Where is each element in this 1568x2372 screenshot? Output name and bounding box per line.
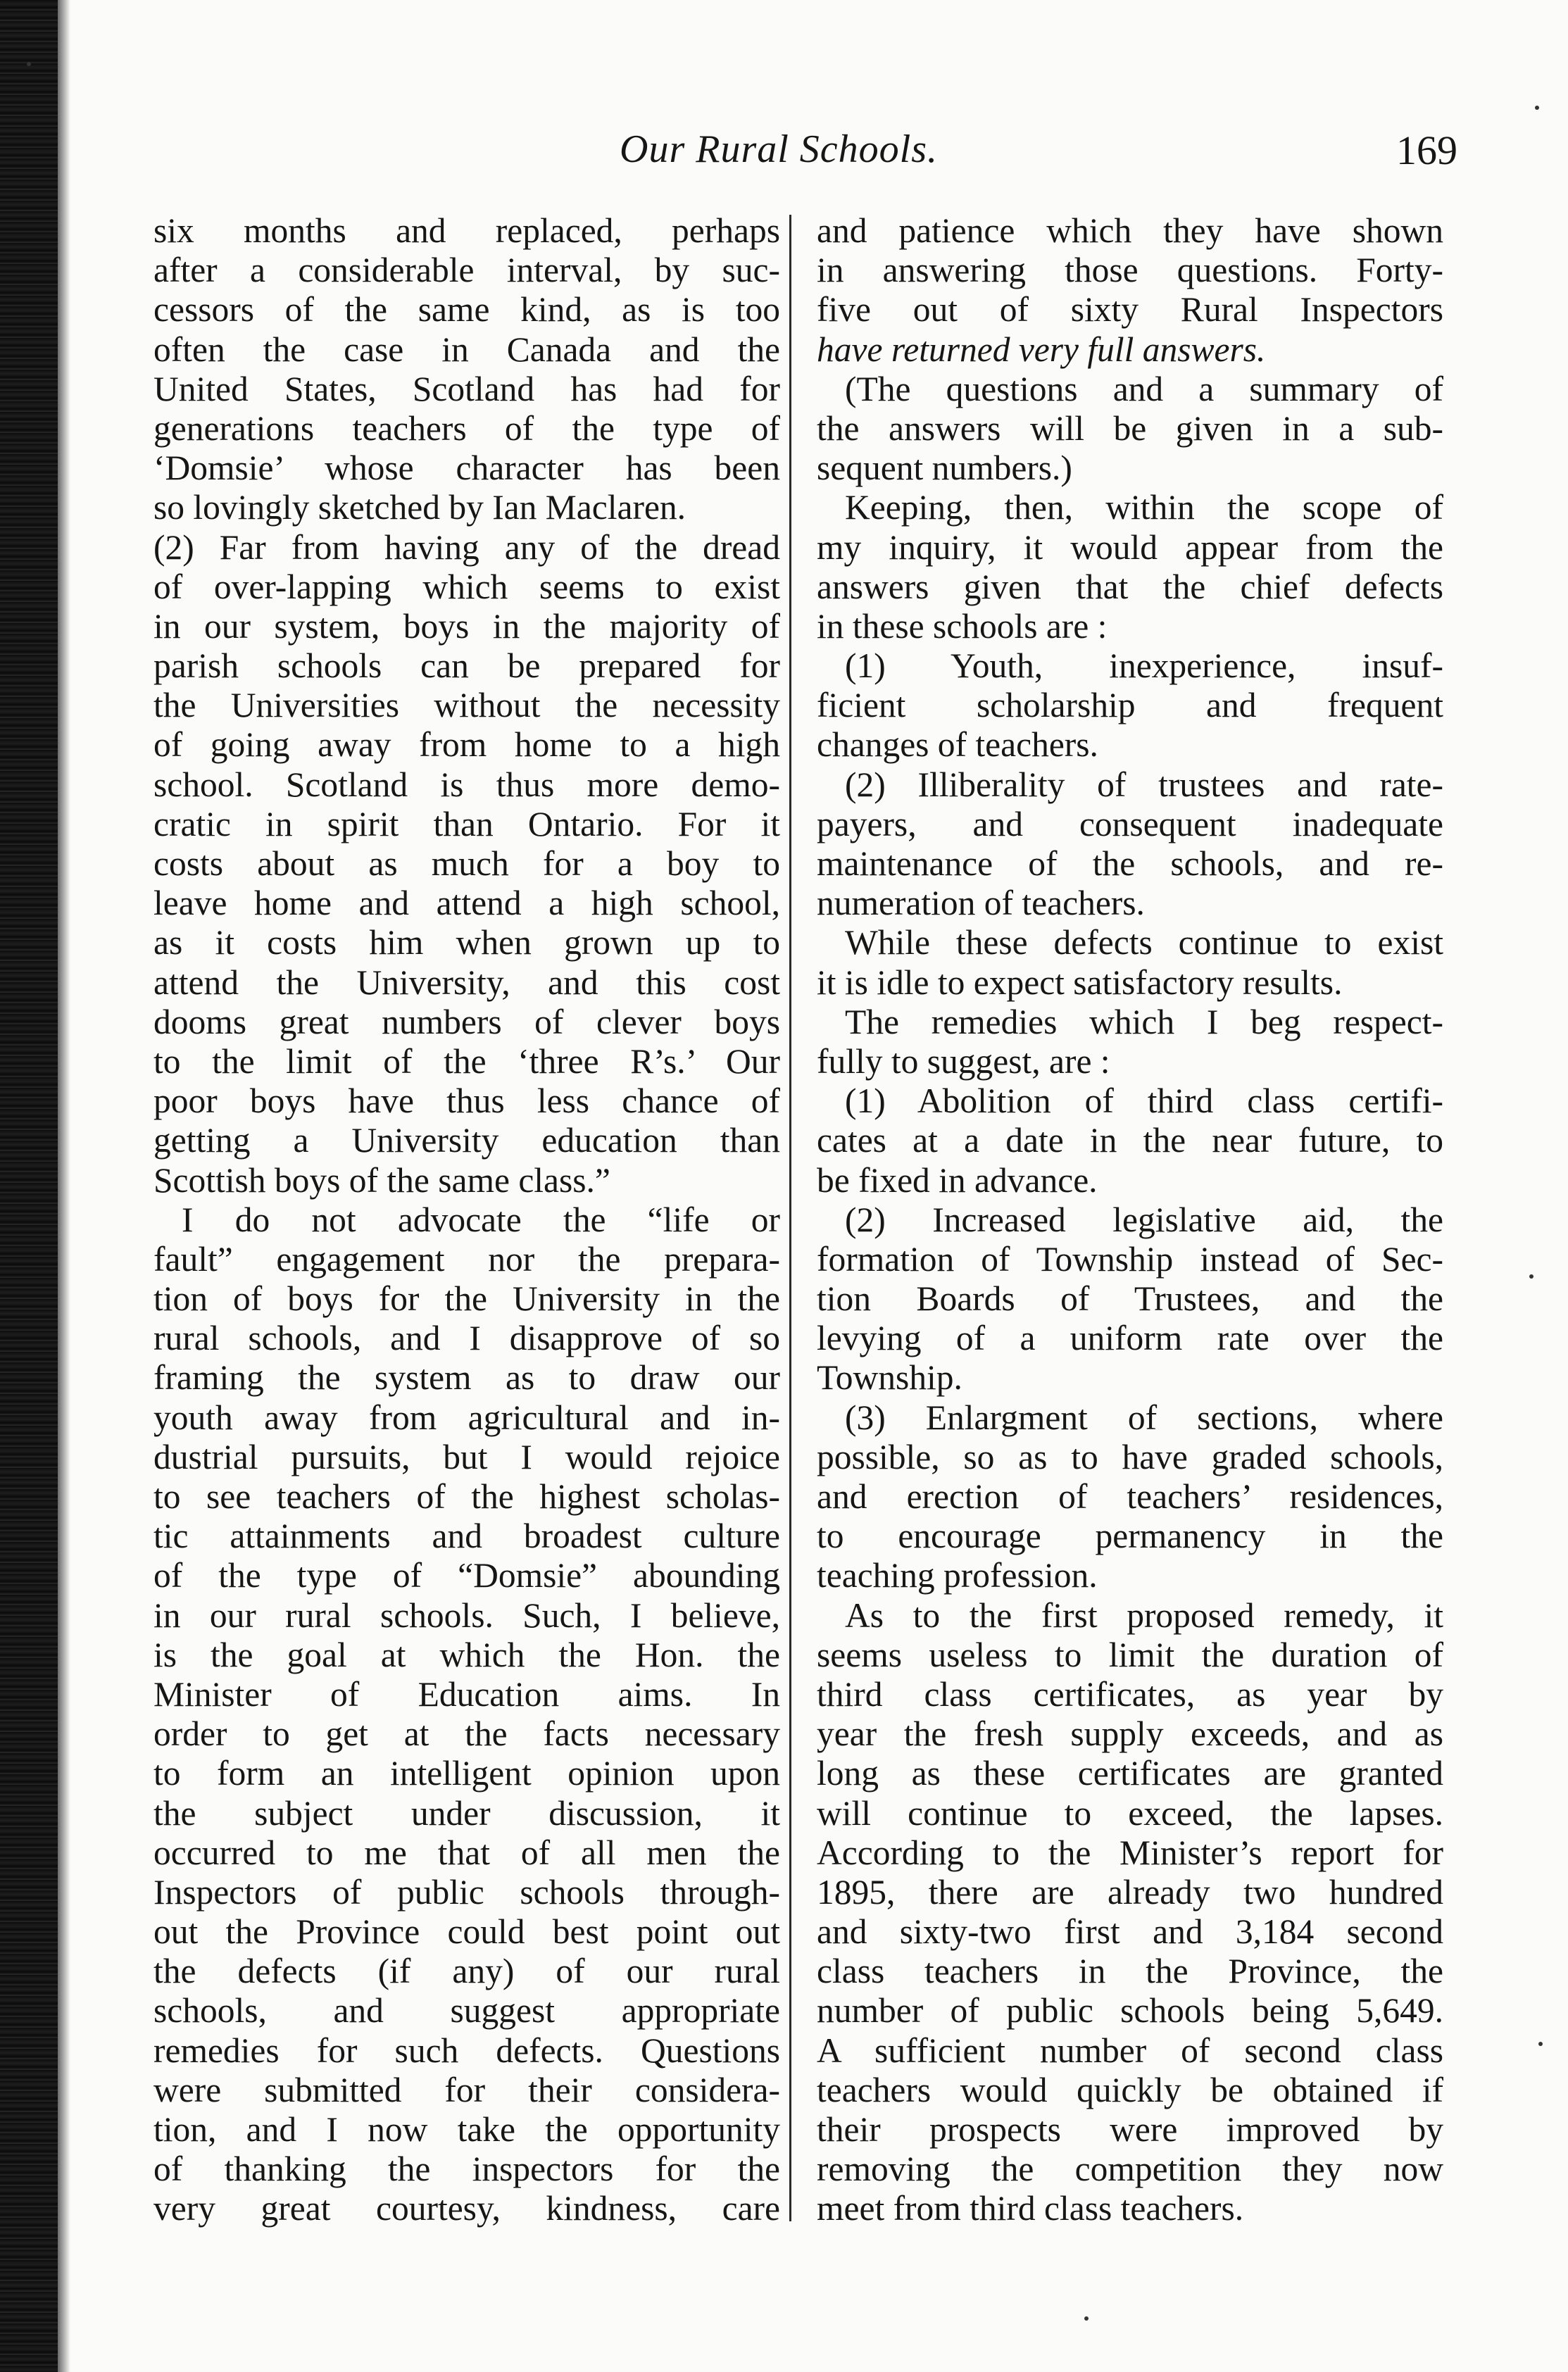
text-line: rural schools, and I disapprove of so	[153, 1319, 780, 1358]
text-line: maintenance of the schools, and re-	[817, 844, 1443, 883]
text-line: very great courtesy, kindness, care	[153, 2189, 780, 2228]
text-line: sequent numbers.)	[817, 448, 1072, 488]
text-line: formation of Township instead of Sec-	[817, 1239, 1443, 1279]
text-line: to encourage permanency in the	[817, 1517, 1443, 1556]
left-text-column	[153, 211, 780, 2229]
page-number: 169	[1396, 127, 1457, 173]
text-line: (1) Youth, inexperience, insuf-	[845, 646, 1443, 686]
print-speck	[1535, 106, 1539, 110]
text-line: tion of boys for the University in the	[153, 1279, 780, 1319]
text-line: tion Boards of Trustees, and the	[817, 1279, 1443, 1319]
text-line: answers given that the chief defects	[817, 567, 1443, 606]
text-line: 1895, there are already two hundred	[817, 1872, 1443, 1912]
text-line: schools, and suggest appropriate	[153, 1991, 780, 2031]
text-line: (2) Far from having any of the dread	[153, 527, 780, 567]
text-line: (2) Illiberality of trustees and rate-	[845, 765, 1443, 804]
text-line: costs about as much for a boy to	[153, 844, 780, 883]
text-line: cessors of the same kind, as is too	[153, 290, 780, 330]
print-speck	[27, 62, 31, 66]
text-line: payers, and consequent inadequate	[817, 804, 1443, 843]
text-line: number of public schools being 5,649.	[817, 1991, 1443, 2031]
spine-edge-gradient	[58, 0, 70, 2372]
text-line: Scottish boys of the same class.”	[153, 1160, 610, 1200]
text-line: year the fresh supply exceeds, and as	[817, 1714, 1443, 1754]
text-line: changes of teachers.	[817, 725, 1098, 765]
text-line: getting a University education than	[153, 1121, 780, 1160]
text-line: As to the first proposed remedy, it	[845, 1595, 1443, 1635]
text-line: (1) Abolition of third class certifi-	[845, 1081, 1443, 1121]
text-line: dustrial pursuits, but I would rejoice	[153, 1437, 780, 1476]
text-line: to form an intelligent opinion upon	[153, 1754, 780, 1793]
text-line: were submitted for their considera-	[153, 2070, 780, 2109]
text-line: Minister of Education aims. In	[153, 1674, 780, 1714]
text-line: (2) Increased legislative aid, the	[845, 1200, 1443, 1239]
text-line: (3) Enlargment of sections, where	[845, 1398, 1443, 1437]
text-line: of over-lapping which seems to exist	[153, 567, 780, 606]
text-line: as it costs him when grown up to	[153, 923, 780, 962]
text-line: is the goal at which the Hon. the	[153, 1635, 780, 1674]
text-line: cratic in spirit than Ontario. For it	[153, 804, 780, 843]
text-line: of the type of “Domsie” abounding	[153, 1556, 780, 1595]
print-speck	[1084, 2316, 1089, 2321]
text-line: the subject under discussion, it	[153, 1793, 780, 1833]
text-line: According to the Minister’s report for	[817, 1833, 1443, 1872]
text-line: A sufficient number of second class	[817, 2031, 1443, 2070]
text-line: six months and replaced, perhaps	[153, 211, 780, 250]
text-line: While these defects continue to exist	[845, 923, 1443, 962]
text-line: numeration of teachers.	[817, 884, 1145, 923]
text-line: five out of sixty Rural Inspectors	[817, 290, 1443, 330]
print-speck	[1538, 2042, 1543, 2046]
text-line: meet from third class teachers.	[817, 2189, 1244, 2228]
right-text-column	[817, 211, 1443, 2229]
page-header	[155, 120, 1457, 197]
text-line: tion, and I now take the opportunity	[153, 2110, 780, 2149]
text-line: removing the competition they now	[817, 2150, 1443, 2189]
running-title: Our Rural Schools.	[620, 127, 938, 171]
text-line: United States, Scotland has had for	[153, 369, 780, 408]
text-line: cates at a date in the near future, to	[817, 1121, 1443, 1160]
text-line: occurred to me that of all men the	[153, 1833, 780, 1872]
text-line: in these schools are :	[817, 606, 1108, 646]
text-line: after a considerable interval, by suc-	[153, 251, 780, 290]
text-line: to see teachers of the highest scholas-	[153, 1477, 780, 1516]
text-line: class teachers in the Province, the	[817, 1952, 1443, 1991]
text-line: teaching profession.	[817, 1556, 1098, 1595]
text-line: (The questions and a summary of	[845, 369, 1443, 408]
text-line: it is idle to expect satisfactory results.	[817, 962, 1343, 1002]
text-line: and sixty-two first and 3,184 second	[817, 1912, 1443, 1952]
text-line: be fixed in advance.	[817, 1160, 1098, 1200]
text-line: ficient scholarship and frequent	[817, 686, 1443, 725]
text-line: poor boys have thus less chance of	[153, 1081, 780, 1121]
text-line: remedies for such defects. Questions	[153, 2031, 780, 2070]
text-line: possible, so as to have graded schools,	[817, 1437, 1443, 1476]
text-line: of going away from home to a high	[153, 725, 780, 765]
text-line: will continue to exceed, the lapses.	[817, 1793, 1443, 1833]
text-line: to the limit of the ‘three R’s.’ Our	[153, 1041, 780, 1081]
text-line: their prospects were improved by	[817, 2110, 1443, 2149]
text-line: teachers would quickly be obtained if	[817, 2070, 1443, 2109]
text-line: parish schools can be prepared for	[153, 646, 780, 686]
text-line: leave home and attend a high school,	[153, 884, 780, 923]
text-line: generations teachers of the type of	[153, 408, 780, 448]
text-line: have returned very full answers.	[817, 330, 1266, 369]
text-line: Inspectors of public schools through-	[153, 1872, 780, 1912]
text-line: of thanking the inspectors for the	[153, 2150, 780, 2189]
text-line: framing the system as to draw our	[153, 1358, 780, 1398]
text-line: fully to suggest, are :	[817, 1041, 1110, 1081]
text-line: The remedies which I beg respect-	[845, 1002, 1443, 1041]
text-line: often the case in Canada and the	[153, 330, 780, 369]
text-line: youth away from agricultural and in-	[153, 1398, 780, 1437]
text-line: out the Province could best point out	[153, 1912, 780, 1952]
text-line: the defects (if any) of our rural	[153, 1952, 780, 1991]
text-line: I do not advocate the “life or	[182, 1200, 780, 1239]
text-line: attend the University, and this cost	[153, 962, 780, 1002]
text-line: order to get at the facts necessary	[153, 1714, 780, 1754]
text-line: seems useless to limit the duration of	[817, 1635, 1443, 1674]
text-line: Keeping, then, within the scope of	[845, 488, 1443, 527]
text-line: in answering those questions. Forty-	[817, 251, 1443, 290]
text-line: third class certificates, as year by	[817, 1674, 1443, 1714]
text-line: Township.	[817, 1358, 962, 1398]
column-divider-rule	[789, 215, 791, 2221]
text-line: in our system, boys in the majority of	[153, 606, 780, 646]
text-line: tic attainments and broadest culture	[153, 1517, 780, 1556]
print-speck	[1529, 1274, 1533, 1279]
text-line: dooms great numbers of clever boys	[153, 1002, 780, 1041]
text-line: school. Scotland is thus more demo-	[153, 765, 780, 804]
text-line: the answers will be given in a sub-	[817, 408, 1443, 448]
text-line: my inquiry, it would appear from the	[817, 527, 1443, 567]
text-line: and patience which they have shown	[817, 211, 1443, 250]
text-line: in our rural schools. Such, I believe,	[153, 1595, 780, 1635]
text-line: and erection of teachers’ residences,	[817, 1477, 1443, 1516]
text-line: levying of a uniform rate over the	[817, 1319, 1443, 1358]
text-line: fault” engagement nor the prepara-	[153, 1239, 780, 1279]
text-line: ‘Domsie’ whose character has been	[153, 448, 780, 488]
text-line: long as these certificates are granted	[817, 1754, 1443, 1793]
book-spine-shadow	[0, 0, 58, 2372]
text-line: so lovingly sketched by Ian Maclaren.	[153, 488, 686, 527]
text-line: the Universities without the necessity	[153, 686, 780, 725]
